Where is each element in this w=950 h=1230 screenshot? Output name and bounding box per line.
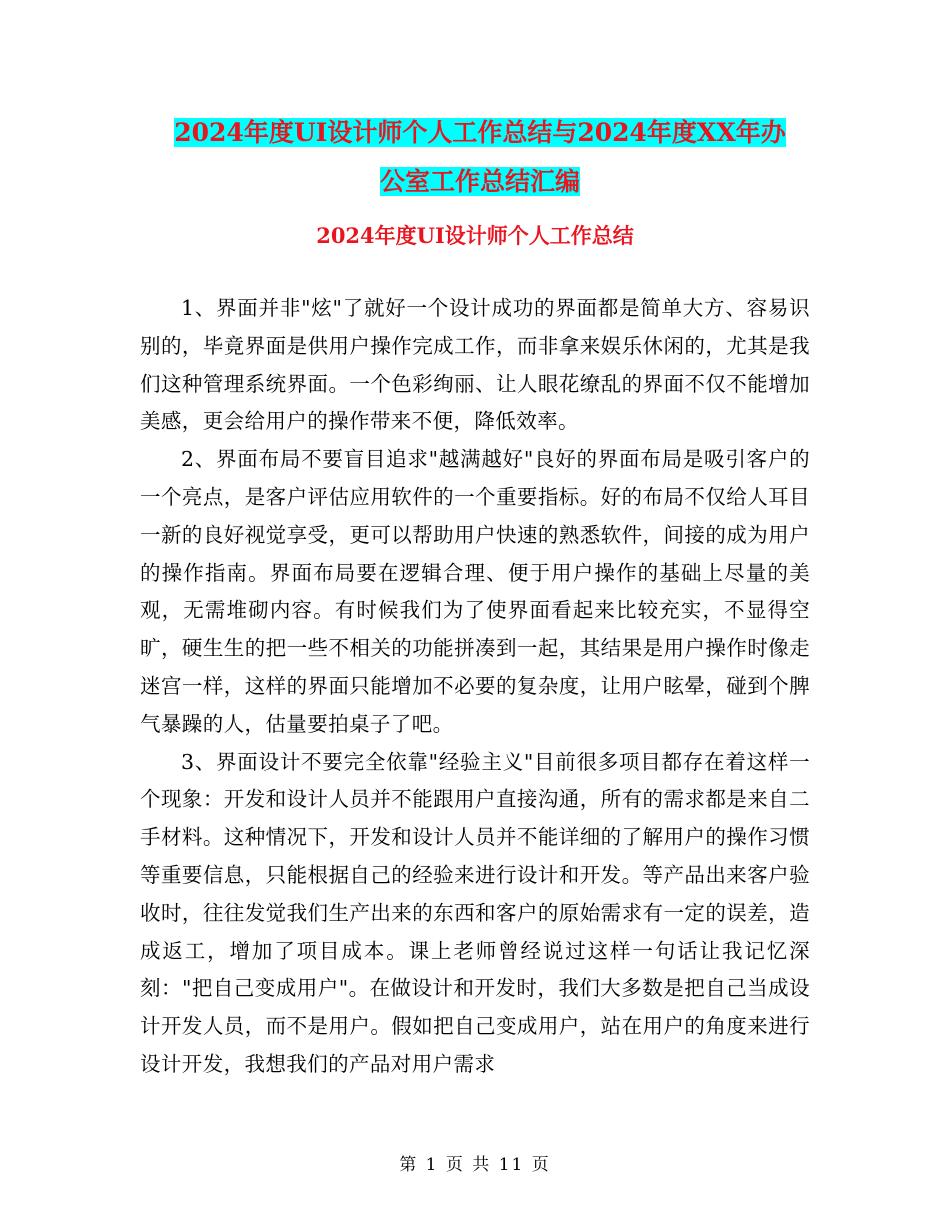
body-text (140, 290, 810, 1084)
page-footer: 第 1 页 共 11 页 (399, 1155, 551, 1175)
document-title (140, 108, 820, 206)
paragraph-1: 1、界面并非"炫"了就好一个设计成功的界面都是简单大方、容易识别的，毕竟界面是供用户操作完成工作，而非拿来娱乐休闲的，尤其是我们这种管理系统界面。一个色彩绚丽、让人眼花缭乱的界面不仅不能增加美感，更会给用户的操作带来不便，降低效率。 (140, 296, 810, 434)
paragraph-3: 3、界面设计不要完全依靠"经验主义"目前很多项目都存在着这样一个现象：开发和设计人员并不能跟用户直接沟通，所有的需求都是来自二手材料。这种情况下，开发和设计人员并不能详细的了解用户的操作习惯等重要信息，只能根据自己的经验来进行设计和开发。等产品出来客户验收时，往往发觉我们生产出来的东西和客户的原始需求有一定的误差，造成返工，增加了项目成本。课上老师曾经说过这样一句话让我记忆深刻："把自己变成用户"。在做设计和开发时，我们大多数是把自己当成设计开发人员，而不是用户。假如把自己变成用户，站在用户的角度来进行设计开发，我想我们的产品对用户需求 (140, 749, 810, 1076)
document-title-line-2: 公室工作总结汇编 (379, 167, 580, 196)
section-heading: 2024年度UI设计师个人工作总结 (316, 223, 634, 248)
paragraph-2: 2、界面布局不要盲目追求"越满越好"良好的界面布局是吸引客户的一个亮点，是客户评估应用软件的一个重要指标。好的布局不仅给人耳目一新的良好视觉享受，更可以帮助用户快速的熟悉软件，间接的成为用户的操作指南。界面布局要在逻辑合理、便于用户操作的基础上尽量的美观，无需堆砌内容。有时候我们为了使界面看起来比较充实，不显得空旷，硬生生的把一些不相关的功能拼凑到一起，其结果是用户操作时像走迷宫一样，这样的界面只能增加不必要的复杂度，让用户眩晕，碰到个脾气暴躁的人，估量要拍桌子了吧。 (140, 447, 810, 736)
document-title-line-1: 2024年度UI设计师个人工作总结与2024年度XX年办 (174, 118, 786, 147)
